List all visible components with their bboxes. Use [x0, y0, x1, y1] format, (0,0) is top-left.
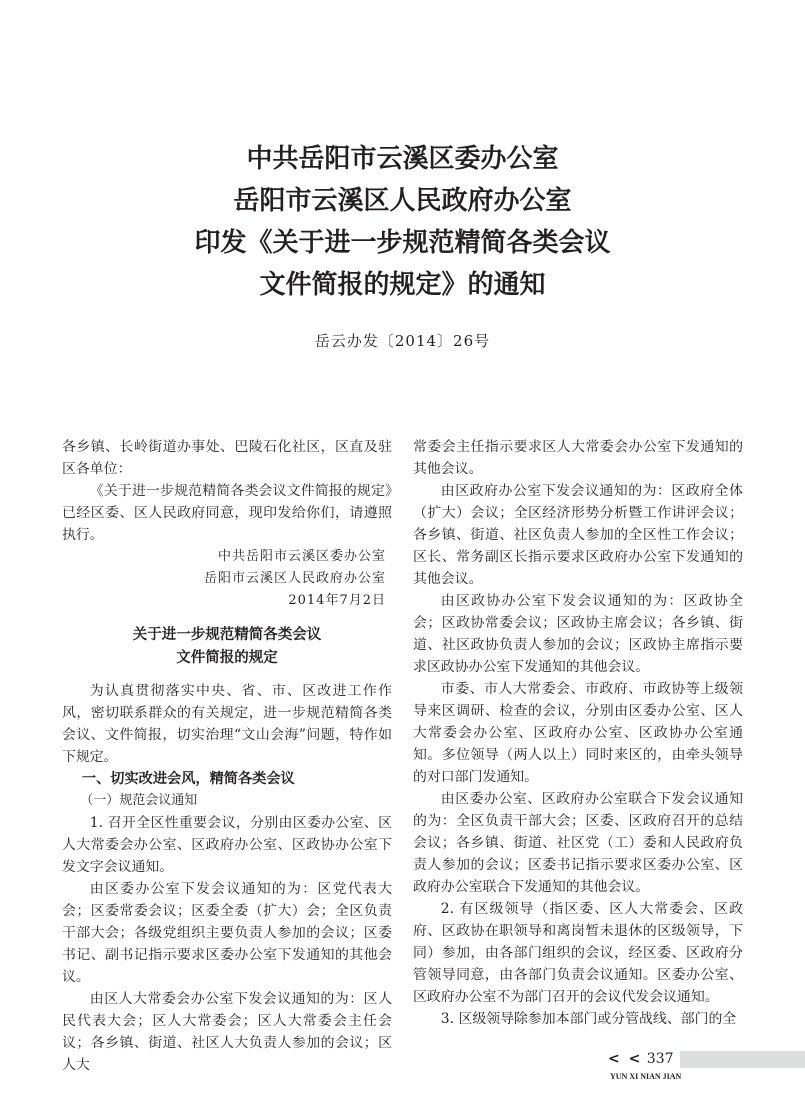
double-chevron-left-icon: < <: [608, 1051, 643, 1067]
left-column: [62, 436, 392, 1076]
title-line: 岳阳市云溪区人民政府办公室: [233, 186, 572, 216]
paragraph: 2. 有区级领导（指区委、区人大常委会、区政府、区政协在职领导和离岗暂未退休的区级领导，下同）参加，由各部门组织的会议，经区委、区政府分管领导同意，由各部门负责会议通知。区委办公室、区政府办公室不为部门召开的会议代发会议通知。: [413, 901, 743, 1005]
notice-date: 2014年7月2日: [288, 593, 386, 608]
page-number: 337: [646, 1051, 674, 1067]
paragraph: 由区人大常委会办公室下发会议通知的为：区人民代表大会；区人大常委会；区人大常委会主任会议；各乡镇、街道、社区人大负责人参加的会议；区人大: [62, 991, 392, 1073]
paragraph: 由区委办公室下发会议通知的为：区党代表大会；区委常委会议；区委全委（扩大）会；全区负责干部大会；各级党组织主要负责人参加的会议；区委书记、副书记指示要求区委办公室下发通知的其他会议。: [62, 881, 392, 985]
document-title: [0, 138, 805, 306]
addressee: 各乡镇、长岭街道办事处、巴陵石化社区，区直及驻区各单位：: [62, 439, 392, 477]
title-line: 中共岳阳市云溪区委办公室: [246, 144, 559, 174]
paragraph: 常委会主任指示要求区人大常委会办公室下发通知的其他会议。: [413, 439, 743, 477]
paragraph: 市委、市人大常委会、市政府、市政协等上级领导来区调研、检查的会议，分别由区委办公室、区人大常委会办公室、区政府办公室、区政协办公室通知。多位领导（两人以上）同时来区的，由牵头领导的对口部门发通知。: [413, 681, 743, 785]
regulation-title: [62, 624, 392, 670]
regulation-title-line: 关于进一步规范精简各类会议: [132, 627, 322, 643]
regulation-title-line: 文件简报的规定: [176, 650, 278, 666]
paragraph: 由区政协办公室下发会议通知的为：区政协全会；区政协常委会议；区政协主席会议；各乡镇、街道、社区政协负责人参加的会议；区政协主席指示要求区政协办公室下发通知的其他会议。: [413, 593, 743, 675]
publication-name: YUN XI NIAN JIAN: [610, 1072, 682, 1081]
section-heading: 一、切实改进会风，精简各类会议: [81, 771, 295, 787]
paragraph: 3. 区级领导除参加本部门或分管战线、部门的全: [440, 1011, 737, 1027]
signature: 中共岳阳市云溪区委办公室: [217, 549, 386, 564]
notice-body: 《关于进一步规范精简各类会议文件简报的规定》已经区委、区人民政府同意，现印发给你们，请遵照执行。: [62, 483, 392, 543]
paragraph: 由区委办公室、区政府办公室联合下发会议通知的为：全区负责干部大会；区委、区政府召开的总结会议；各乡镇、街道、社区党（工）委和人民政府负责人参加的会议；区委书记指示要求区委办公室、区政府办公室联合下发通知的其他会议。: [413, 791, 743, 895]
signature: 岳阳市云溪区人民政府办公室: [203, 571, 386, 586]
subsection-heading: （一）规范会议通知: [80, 793, 198, 808]
title-line: 印发《关于进一步规范精简各类会议: [194, 228, 611, 258]
title-line: 文件简报的规定》的通知: [259, 270, 546, 300]
right-column: [413, 436, 743, 1030]
paragraph: 由区政府办公室下发会议通知的为：区政府全体（扩大）会议；全区经济形势分析暨工作讲评会议；各乡镇、街道、社区负责人参加的全区性工作会议；区长、常务副区长指示要求区政府办公室下发通知的其他会议。: [413, 483, 743, 587]
footer-decorative-bar: [680, 1051, 805, 1068]
page-footer: [608, 1050, 674, 1068]
intro-paragraph: 为认真贯彻落实中央、省、市、区改进工作作风，密切联系群众的有关规定，进一步规范精简各类会议、文件简报，切实治理“文山会海”问题，特作如下规定。: [62, 683, 392, 765]
document-number: 岳云办发〔2014〕26号: [314, 332, 491, 350]
paragraph: 1. 召开全区性重要会议，分别由区委办公室、区人大常委会办公室、区政府办公室、区政协办公室下发文字会议通知。: [62, 815, 392, 875]
